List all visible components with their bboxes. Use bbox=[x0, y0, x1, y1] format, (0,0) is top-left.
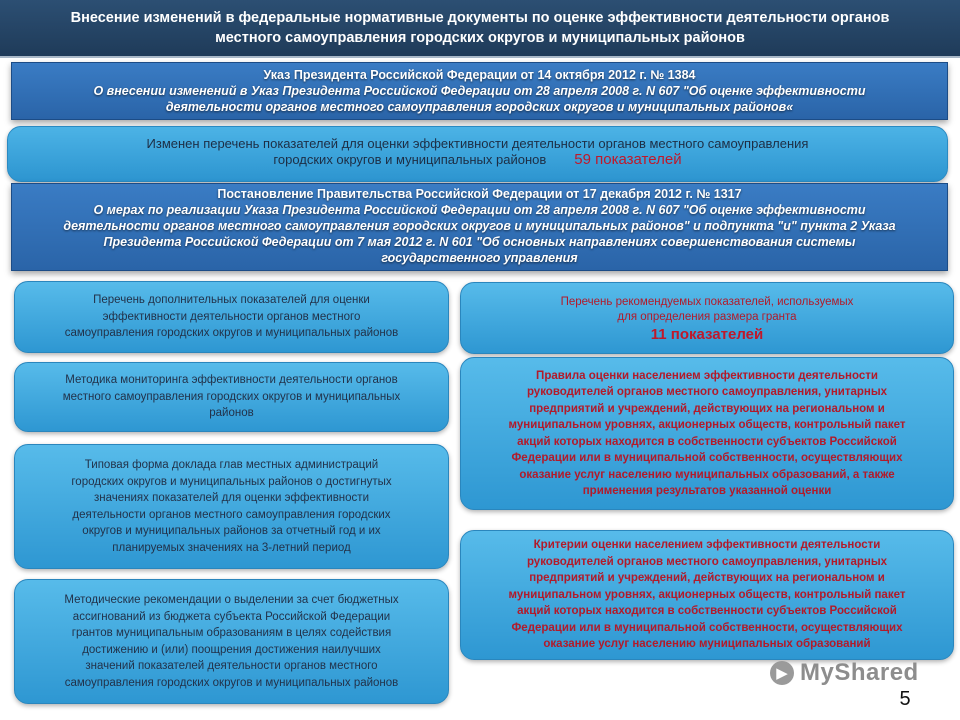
report-template-box bbox=[14, 444, 449, 569]
grant-line-1: Перечень рекомендуемых показателей, используемых bbox=[560, 295, 854, 308]
change-note-line-1: Изменен перечень показателей для оценки эффективности деятельности органов местного самоуправления bbox=[146, 136, 809, 151]
rules-line-3: предприятий и учреждений, действующих на региональном и bbox=[529, 402, 885, 415]
criteria-line-4: муниципальном уровнях, акционерных обществ, контрольный пакет bbox=[508, 588, 906, 601]
resolution-line-1: О мерах по реализации Указа Президента Российской Федерации от 28 апреля 2008 г. N 607 "Об оценке эффективности bbox=[93, 203, 866, 217]
left-item-4-line-5: значений показателей деятельности органов местного bbox=[85, 660, 378, 672]
grant-indicators-box bbox=[460, 282, 954, 354]
criteria-line-7: оказание услуг населению муниципальных образований bbox=[543, 638, 871, 651]
evaluation-criteria-box bbox=[460, 530, 954, 660]
rules-line-8: применения результатов указанной оценки bbox=[582, 485, 832, 497]
left-item-3-line-3: значениях показателей для оценки эффективности bbox=[94, 492, 369, 504]
change-note-line-2: городских округов и муниципальных районов bbox=[273, 152, 547, 167]
decree-subtitle-line-2: деятельности органов местного самоуправления городских округов и муниципальных районов« bbox=[165, 100, 794, 114]
header-title-line-1: Внесение изменений в федеральные нормативные документы по оценке эффективности деятельности органов bbox=[70, 10, 890, 26]
left-item-2-line-3: районов bbox=[209, 407, 254, 420]
myshared-logo-icon: ▶ bbox=[770, 661, 794, 685]
rules-line-7: оказание услуг населению муниципальных образований, а также bbox=[519, 468, 895, 481]
myshared-watermark bbox=[770, 658, 930, 688]
left-item-4-line-4: достижению и (или) поощрения достижения наилучших bbox=[82, 643, 381, 656]
left-item-1-line-1: Перечень дополнительных показателей для оценки bbox=[93, 294, 370, 307]
criteria-line-2: руководителей органов местного самоуправления, унитарных bbox=[526, 555, 888, 568]
criteria-line-5: акций которых находится в собственности субъектов Российской bbox=[517, 605, 897, 618]
left-item-1-line-2: эффективности деятельности органов местного bbox=[102, 310, 361, 323]
grant-guidelines-box bbox=[14, 579, 449, 704]
left-item-3-line-6: планируемых значениях на 3-летний период bbox=[112, 541, 351, 554]
rules-line-5: акций которых находится в собственности субъектов Российской bbox=[517, 435, 897, 448]
left-item-4-line-1: Методические рекомендации о выделении за счет бюджетных bbox=[64, 594, 399, 606]
watermark-text: MyShared bbox=[800, 659, 919, 686]
left-item-4-line-2: ассигнований из бюджета субъекта Российской Федерации bbox=[72, 610, 391, 623]
resolution-box bbox=[11, 183, 948, 271]
indicator-count-11: 11 показателей bbox=[650, 325, 764, 343]
left-item-3-line-5: округов и муниципальных районов за отчетный год и их bbox=[82, 525, 381, 537]
criteria-line-6: Федерации или в муниципальной собственности, осуществляющих bbox=[511, 621, 903, 634]
monitoring-methodology-box bbox=[14, 362, 449, 432]
rules-line-6: Федерации или в муниципальной собственности, осуществляющих bbox=[511, 452, 903, 464]
additional-indicators-list-box bbox=[14, 281, 449, 353]
left-item-3-line-1: Типовая форма доклада глав местных администраций bbox=[84, 459, 379, 471]
resolution-title: Постановление Правительства Российской Федерации от 17 декабря 2012 г. № 1317 bbox=[217, 187, 742, 201]
indicator-count-59: 59 показателей bbox=[574, 151, 682, 168]
evaluation-rules-box bbox=[460, 357, 954, 510]
left-item-1-line-3: самоуправления городских округов и муниципальных районов bbox=[64, 327, 399, 340]
header-title-line-2: местного самоуправления городских округов и муниципальных районов bbox=[215, 30, 745, 46]
page-number: 5 bbox=[899, 688, 911, 710]
left-item-3-line-4: деятельности органов местного самоуправления городских bbox=[72, 508, 391, 521]
left-item-4-line-3: грантов муниципальным образованиям в целях содействия bbox=[71, 627, 392, 639]
left-item-3-line-2: городских округов и муниципальных районов о достигнутых bbox=[71, 475, 392, 488]
criteria-line-3: предприятий и учреждений, действующих на региональном и bbox=[529, 572, 885, 585]
rules-line-2: руководителей органов местного самоуправления, унитарных bbox=[526, 386, 888, 398]
resolution-line-3: Президента Российской Федерации от 7 мая 2012 г. N 601 "Об основных направлениях совершенствования системы bbox=[103, 235, 856, 249]
decree-box bbox=[11, 62, 948, 120]
decree-subtitle-line-1: О внесении изменений в Указ Президента Российской Федерации от 28 апреля 2008 г. N 607 "Об оценке эффективности bbox=[93, 84, 866, 98]
left-item-4-line-6: самоуправления городских округов и муниципальных районов bbox=[64, 676, 399, 689]
resolution-line-2: деятельности органов местного самоуправления городских округов и муниципальных районов" и подпункта "и" пункта 2 Указа bbox=[63, 219, 896, 233]
left-item-2-line-2: местного самоуправления городских округов и муниципальных bbox=[62, 390, 401, 403]
slide-header bbox=[0, 0, 960, 58]
criteria-line-1: Критерии оценки населением эффективности деятельности bbox=[533, 539, 881, 552]
left-item-2-line-1: Методика мониторинга эффективности деятельности органов bbox=[65, 374, 398, 387]
rules-line-4: муниципальном уровнях, акционерных обществ, контрольный пакет bbox=[508, 419, 906, 431]
indicator-change-box bbox=[7, 126, 948, 182]
grant-line-2: для определения размера гранта bbox=[617, 310, 797, 323]
rules-line-1: Правила оценки населением эффективности деятельности bbox=[536, 369, 878, 382]
resolution-line-4: государственного управления bbox=[381, 251, 578, 265]
decree-title: Указ Президента Российской Федерации от 14 октября 2012 г. № 1384 bbox=[263, 68, 696, 82]
